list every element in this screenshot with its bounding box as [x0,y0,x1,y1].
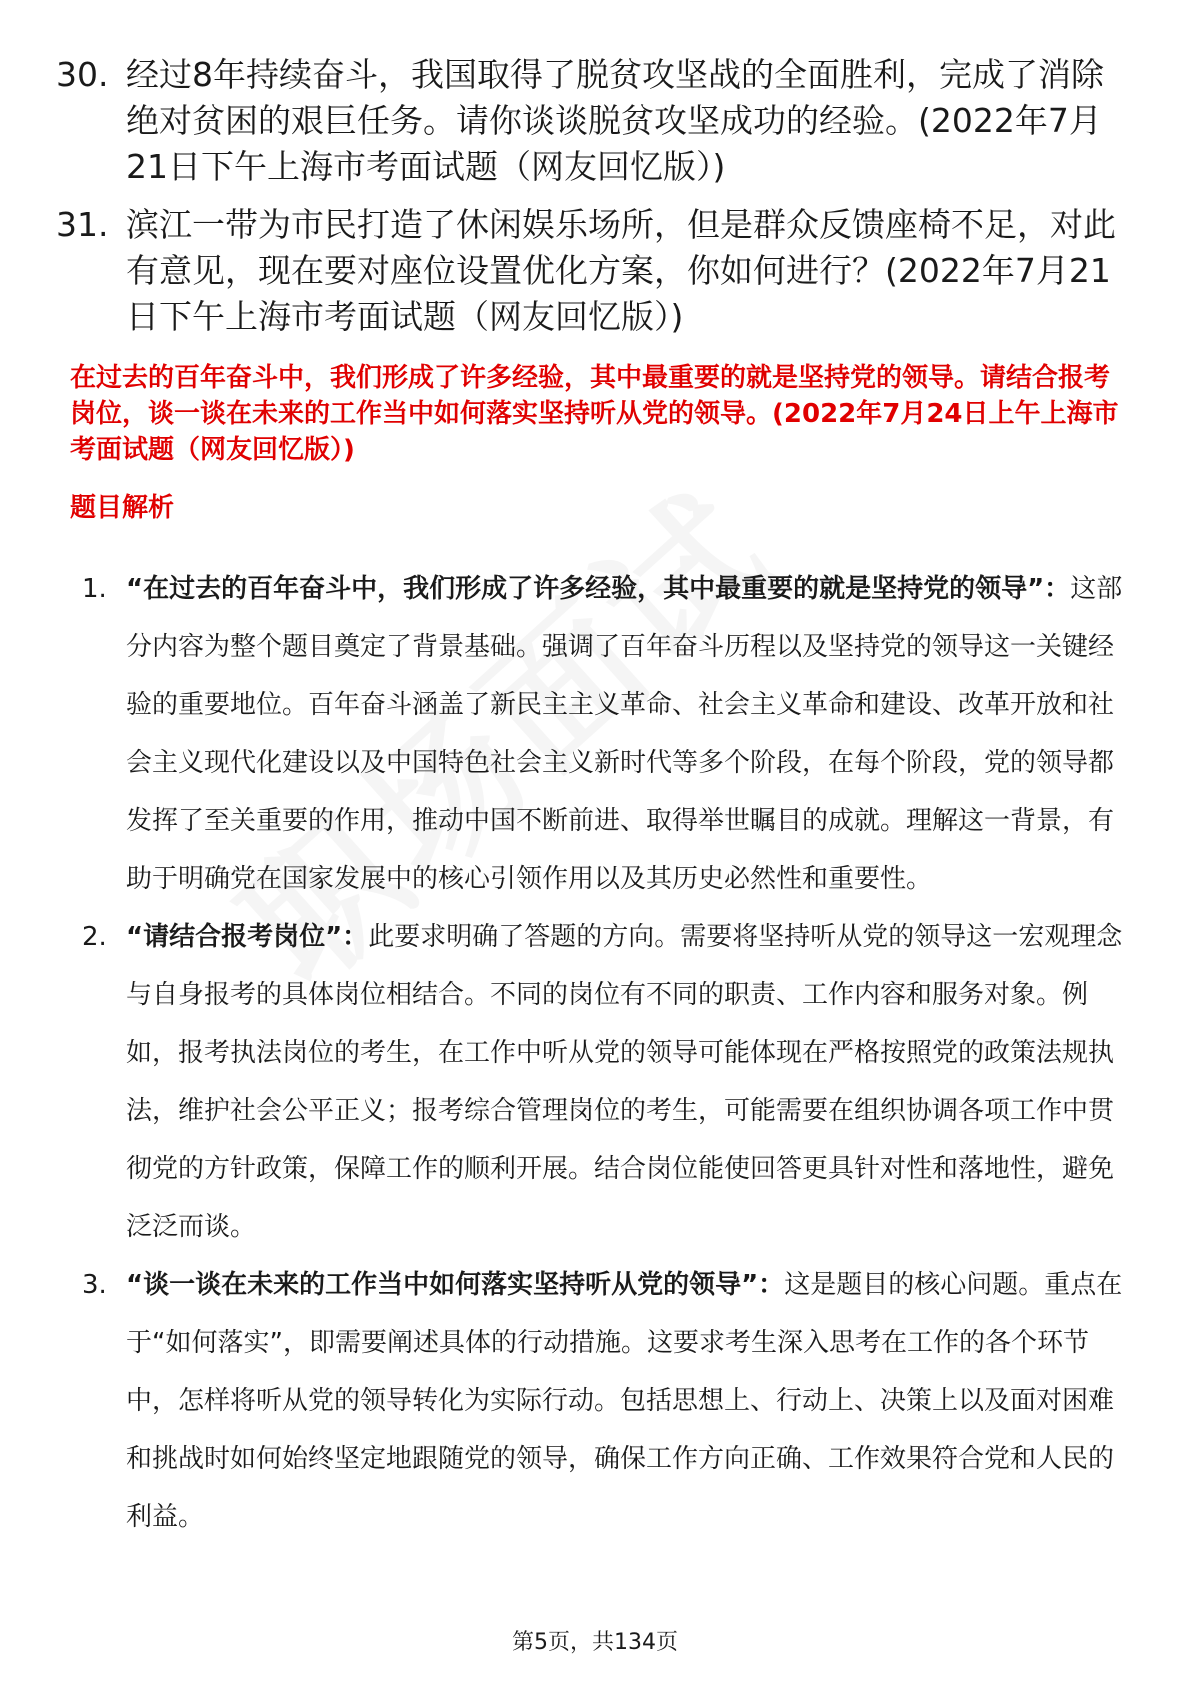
page-footer: 第5页，共134页 [512,1630,678,1655]
question-text: 经过8年持续奋斗，我国取得了脱贫攻坚战的全面胜利，完成了消除绝对贫困的艰巨任务。请你谈谈脱贫攻坚成功的经验。(2022年7月21日下午上海市考面试题（网友回忆版）) [126,55,1104,186]
analysis-body [126,908,1126,1256]
analysis-number: 3. [82,1270,107,1300]
analysis-key-phrase: “请结合报考岗位”： [126,922,369,952]
question-list [56,52,1136,352]
analysis-key-phrase: “在过去的百年奋斗中，我们形成了许多经验，其中最重要的就是坚持党的领导”： [126,574,1071,604]
analysis-text: 这是题目的核心问题。重点在于“如何落实”，即需要阐述具体的行动措施。这要求考生深入思考在工作的各个环节中，怎样将听从党的领导转化为实际行动。包括思想上、行动上、决策上以及面对困难和挑战时如何始终坚定地跟随党的领导，确保工作方向正确、工作效果符合党和人民的利益。 [126,1270,1123,1532]
question-number: 30. [56,55,109,94]
analysis-list [82,560,1142,1546]
analysis-text: 此要求明确了答题的方向。需要将坚持听从党的领导这一宏观理念与自身报考的具体岗位相结合。不同的岗位有不同的职责、工作内容和服务对象。例如，报考执法岗位的考生，在工作中听从党的领导可能体现在严格按照党的政策法规执法，维护社会公平正义；报考综合管理岗位的考生，可能需要在组织协调各项工作中贯彻党的方针政策，保障工作的顺利开展。结合岗位能使回答更具针对性和落地性，避免泛泛而谈。 [126,922,1123,1242]
analysis-item [82,1256,1142,1546]
analysis-number: 2. [82,922,107,952]
question-item [56,52,1136,190]
question-item [56,202,1136,340]
section-title: 题目解析 [70,493,175,523]
question-number: 31. [56,205,109,244]
analysis-text: 这部分内容为整个题目奠定了背景基础。强调了百年奋斗历程以及坚持党的领导这一关键经验的重要地位。百年奋斗涵盖了新民主主义革命、社会主义革命和建设、改革开放和社会主义现代化建设以及中国特色社会主义新时代等多个阶段，在每个阶段，党的领导都发挥了至关重要的作用，推动中国不断前进、取得举世瞩目的成就。理解这一背景，有助于明确党在国家发展中的核心引领作用以及其历史必然性和重要性。 [126,574,1123,894]
question-text: 滨江一带为市民打造了休闲娱乐场所，但是群众反馈座椅不足，对此有意见，现在要对座位设置优化方案，你如何进行？(2022年7月21日下午上海市考面试题（网友回忆版）) [126,205,1116,336]
analysis-number: 1. [82,574,107,604]
analysis-item [82,908,1142,1256]
analysis-key-phrase: “谈一谈在未来的工作当中如何落实坚持听从党的领导”： [126,1270,785,1300]
analysis-body [126,560,1126,908]
highlighted-question: 在过去的百年奋斗中，我们形成了许多经验，其中最重要的就是坚持党的领导。请结合报考岗位，谈一谈在未来的工作当中如何落实坚持听从党的领导。(2022年7月24日上午上海市考面试题（网友回忆版）) [70,363,1119,465]
analysis-body [126,1256,1126,1546]
analysis-item [82,560,1142,908]
